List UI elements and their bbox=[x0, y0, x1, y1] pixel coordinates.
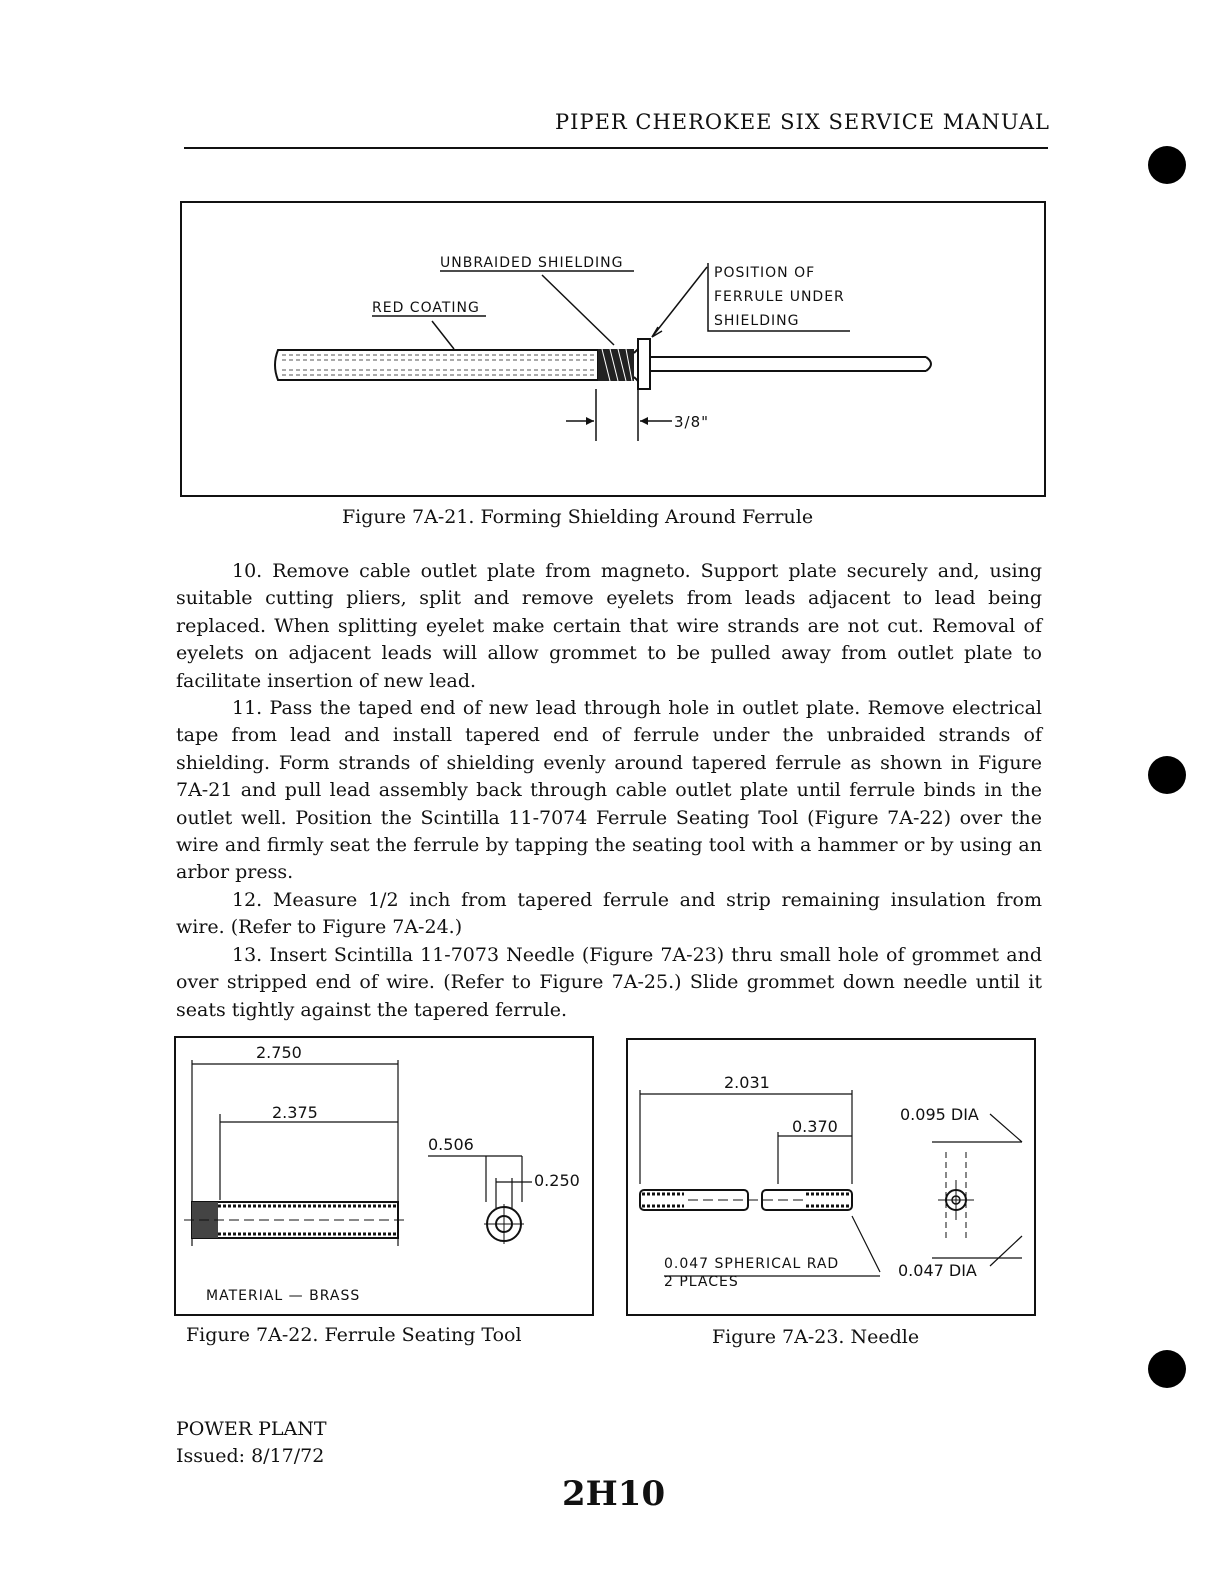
figure-7a-22-drawing bbox=[176, 1038, 592, 1314]
needle-side-view bbox=[640, 1190, 852, 1210]
body-text bbox=[176, 558, 1042, 1024]
dimension-3-8 bbox=[566, 389, 672, 441]
leader-unbraided bbox=[542, 275, 614, 345]
label-position-line2: FERRULE UNDER bbox=[714, 289, 845, 305]
label-red-coating: RED COATING bbox=[372, 300, 480, 316]
binder-hole-middle bbox=[1148, 756, 1186, 794]
figure-7a-21-caption: Figure 7A-21. Forming Shielding Around Ferrule bbox=[342, 506, 814, 528]
footer-section: POWER PLANT bbox=[176, 1418, 327, 1440]
header-rule bbox=[184, 147, 1048, 149]
dim-2375: 2.375 bbox=[272, 1103, 318, 1122]
dim-0370: 0.370 bbox=[792, 1117, 838, 1136]
material-note: MATERIAL — BRASS bbox=[206, 1288, 361, 1304]
ferrule-seating-tool-side-view bbox=[184, 1202, 406, 1238]
ferrule-seating-tool-end-view bbox=[428, 1156, 532, 1244]
figure-7a-22-caption: Figure 7A-22. Ferrule Seating Tool bbox=[186, 1324, 522, 1346]
figure-7a-23 bbox=[626, 1038, 1036, 1316]
binder-hole-top bbox=[1148, 146, 1186, 184]
dim-2031: 2.031 bbox=[724, 1073, 770, 1092]
binder-hole-bottom bbox=[1148, 1350, 1186, 1388]
figure-7a-21-drawing bbox=[182, 203, 1044, 495]
leader-position bbox=[652, 267, 707, 337]
cable-red-coating bbox=[275, 350, 598, 380]
dim-0506: 0.506 bbox=[428, 1135, 474, 1154]
page-header-title: PIPER CHEROKEE SIX SERVICE MANUAL bbox=[555, 110, 1050, 134]
label-position-line1: POSITION OF bbox=[714, 265, 816, 281]
paragraph-13: 13. Insert Scintilla 11-7073 Needle (Figure 7A-23) thru small hole of grommet and over stripped end of wire. (Refer to Figure 7A-25.) Slide grommet down needle until it seats tightly against the tapered ferrule. bbox=[176, 943, 1042, 1021]
dim-0095-dia: 0.095 DIA bbox=[900, 1105, 979, 1124]
dim-0047-dia: 0.047 DIA bbox=[898, 1261, 977, 1280]
figure-7a-23-drawing bbox=[628, 1040, 1034, 1314]
paragraph-11: 11. Pass the taped end of new lead through hole in outlet plate. Remove electrical tape from lead and install tapered end of ferrule under the unbraided strands of shielding. Form strands of shielding evenly around tapered ferrule as shown in Figure 7A-21 and pull lead assembly back through cable outlet plate until ferrule binds in the outlet well. Position the Scintilla 11-7074 Ferrule Seating Tool (Figure 7A-22) over the wire and firmly seat the ferrule by tapping the seating tool with a hammer or by using an arbor press. bbox=[176, 697, 1042, 884]
paragraph-10: 10. Remove cable outlet plate from magneto. Support plate securely and, using suitable cutting pliers, split and remove eyelets from leads adjacent to lead being replaced. When splitting eyelet make certain that wire strands are not cut. Removal of eyelets on adjacent leads will allow grommet to be pulled away from outlet plate to facilitate insertion of new lead. bbox=[176, 560, 1042, 692]
label-dimension-3-8: 3/8" bbox=[674, 413, 710, 431]
needle-end-view bbox=[932, 1114, 1022, 1266]
note-spherical-rad: 0.047 SPHERICAL RAD bbox=[664, 1256, 840, 1272]
ferrule bbox=[634, 339, 650, 389]
dim-0250: 0.250 bbox=[534, 1171, 580, 1190]
label-unbraided-shielding: UNBRAIDED SHIELDING bbox=[440, 255, 624, 271]
paragraph-12: 12. Measure 1/2 inch from tapered ferrule and strip remaining insulation from wire. (Refer to Figure 7A-24.) bbox=[176, 888, 1042, 939]
unbraided-shielding bbox=[598, 349, 634, 381]
bare-wire bbox=[650, 357, 931, 371]
figure-7a-22 bbox=[174, 1036, 594, 1316]
figure-7a-21 bbox=[180, 201, 1046, 497]
note-two-places: 2 PLACES bbox=[664, 1274, 739, 1290]
leader-spherical-rad bbox=[852, 1216, 880, 1272]
page-number: 2H10 bbox=[562, 1474, 666, 1514]
footer-issued: Issued: 8/17/72 bbox=[176, 1445, 325, 1467]
leader-red-coating bbox=[432, 321, 454, 349]
label-position-line3: SHIELDING bbox=[714, 313, 800, 329]
dim-2750: 2.750 bbox=[256, 1043, 302, 1062]
figure-7a-23-caption: Figure 7A-23. Needle bbox=[712, 1326, 920, 1348]
